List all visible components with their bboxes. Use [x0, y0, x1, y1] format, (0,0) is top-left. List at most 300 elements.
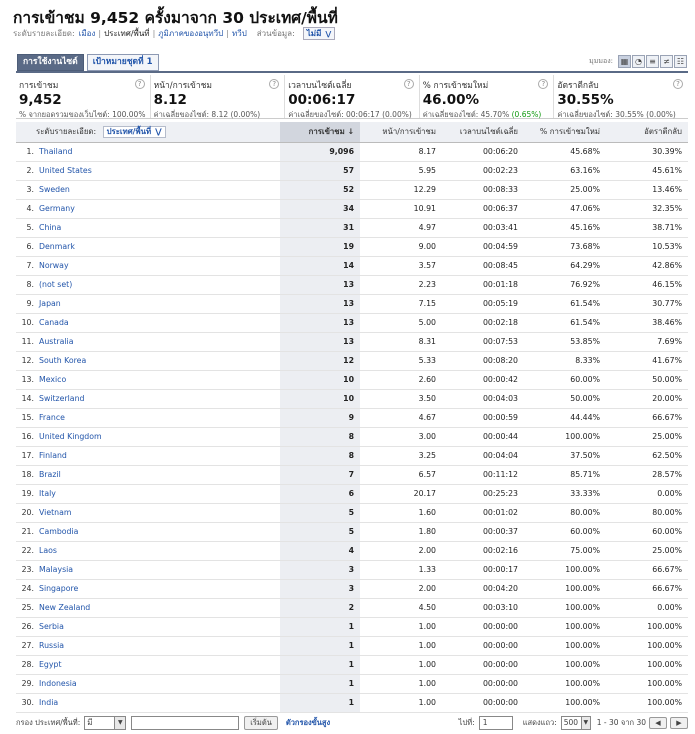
visits-cell: 9,096	[280, 142, 360, 161]
new-visits-cell: 47.06%	[524, 199, 606, 218]
table-row	[16, 408, 688, 427]
chevron-down-icon: ⋁	[325, 29, 332, 38]
table-row	[16, 693, 688, 712]
avg-time-cell: 00:00:00	[442, 636, 524, 655]
row-index: 27.	[16, 636, 36, 655]
page-label: ไปที่:	[458, 718, 475, 727]
avg-time-cell: 00:02:16	[442, 541, 524, 560]
chevron-down-icon: ▼	[581, 717, 590, 729]
tab-site-usage[interactable]: การใช้งานไซต์	[17, 54, 84, 71]
visits-cell: 5	[280, 522, 360, 541]
compare-view-icon[interactable]: ≠	[660, 55, 673, 68]
table-body	[16, 142, 688, 712]
table-row	[16, 370, 688, 389]
visits-cell: 1	[280, 693, 360, 712]
table-row	[16, 446, 688, 465]
table-row	[16, 598, 688, 617]
detail-level-bar	[13, 27, 335, 40]
avg-time-cell: 00:00:44	[442, 427, 524, 446]
avg-time-cell: 00:05:19	[442, 294, 524, 313]
scorecard-delta: (0.65%)	[511, 110, 542, 119]
pages-per-visit-cell: 1.33	[360, 560, 442, 579]
table-row	[16, 674, 688, 693]
bounce-rate-cell: 38.71%	[606, 218, 688, 237]
table-row	[16, 351, 688, 370]
pages-per-visit-cell: 2.00	[360, 541, 442, 560]
bounce-rate-cell: 41.67%	[606, 351, 688, 370]
country-link[interactable]: United Kingdom	[36, 427, 280, 446]
new-visits-cell: 100.00%	[524, 674, 606, 693]
avg-time-cell: 00:00:59	[442, 408, 524, 427]
pages-per-visit-cell: 6.57	[360, 465, 442, 484]
view-switcher	[589, 55, 687, 68]
row-index: 16.	[16, 427, 36, 446]
avg-time-cell: 00:04:59	[442, 237, 524, 256]
new-visits-cell: 60.00%	[524, 370, 606, 389]
pages-per-visit-cell: 5.33	[360, 351, 442, 370]
avg-time-cell: 00:03:10	[442, 598, 524, 617]
bounce-rate-cell: 0.00%	[606, 484, 688, 503]
help-icon[interactable]: ?	[135, 79, 145, 89]
row-index: 20.	[16, 503, 36, 522]
avg-time-cell: 00:25:23	[442, 484, 524, 503]
row-index: 24.	[16, 579, 36, 598]
row-index: 5.	[16, 218, 36, 237]
avg-time-cell: 00:04:03	[442, 389, 524, 408]
country-link[interactable]: Egypt	[36, 655, 280, 674]
new-visits-cell: 50.00%	[524, 389, 606, 408]
bounce-rate-cell: 100.00%	[606, 674, 688, 693]
visits-cell: 52	[280, 180, 360, 199]
table-footer	[16, 714, 688, 732]
row-index: 6.	[16, 237, 36, 256]
report-tabs	[17, 54, 162, 71]
avg-time-cell: 00:00:00	[442, 655, 524, 674]
row-index: 23.	[16, 560, 36, 579]
pages-per-visit-cell: 2.23	[360, 275, 442, 294]
country-link[interactable]: Denmark	[36, 237, 280, 256]
country-link[interactable]: South Korea	[36, 351, 280, 370]
new-visits-cell: 8.33%	[524, 351, 606, 370]
country-link[interactable]: Germany	[36, 199, 280, 218]
table-row	[16, 199, 688, 218]
country-link[interactable]: Indonesia	[36, 674, 280, 693]
pages-per-visit-cell: 20.17	[360, 484, 442, 503]
new-visits-cell: 60.00%	[524, 522, 606, 541]
visits-cell: 19	[280, 237, 360, 256]
filter-go-button[interactable]: เริ่มต้น	[244, 716, 278, 730]
row-index: 30.	[16, 693, 36, 712]
row-index: 3.	[16, 180, 36, 199]
row-index: 15.	[16, 408, 36, 427]
country-link[interactable]: Russia	[36, 636, 280, 655]
new-visits-cell: 63.16%	[524, 161, 606, 180]
pages-per-visit-cell: 2.00	[360, 579, 442, 598]
country-link[interactable]: Serbia	[36, 617, 280, 636]
pages-per-visit-cell: 1.00	[360, 693, 442, 712]
visits-cell: 13	[280, 294, 360, 313]
row-index: 22.	[16, 541, 36, 560]
avg-time-cell: 00:00:42	[442, 370, 524, 389]
bounce-rate-cell: 10.53%	[606, 237, 688, 256]
country-link[interactable]: Switzerland	[36, 389, 280, 408]
avg-time-cell: 00:04:04	[442, 446, 524, 465]
avg-time-cell: 00:08:20	[442, 351, 524, 370]
row-index: 12.	[16, 351, 36, 370]
scorecard-value: 9,452	[19, 92, 62, 108]
pages-per-visit-cell: 1.00	[360, 636, 442, 655]
scorecard-avg-time	[285, 75, 420, 118]
table-row	[16, 218, 688, 237]
bounce-rate-cell: 80.00%	[606, 503, 688, 522]
new-visits-cell: 33.33%	[524, 484, 606, 503]
pages-per-visit-cell: 9.00	[360, 237, 442, 256]
visits-cell: 13	[280, 313, 360, 332]
new-visits-cell: 100.00%	[524, 598, 606, 617]
visits-cell: 8	[280, 446, 360, 465]
avg-time-cell: 00:07:53	[442, 332, 524, 351]
country-link[interactable]: Brazil	[36, 465, 280, 484]
help-icon[interactable]: ?	[538, 79, 548, 89]
avg-time-cell: 00:00:17	[442, 560, 524, 579]
pages-per-visit-cell: 4.97	[360, 218, 442, 237]
dimension-dropdown[interactable]	[103, 126, 166, 138]
visits-cell: 13	[280, 332, 360, 351]
country-link[interactable]: New Zealand	[36, 598, 280, 617]
detail-link-subcontinent[interactable]: ภูมิภาคของอนุทวีป	[158, 29, 224, 38]
prev-page-icon[interactable]: ◀	[649, 717, 667, 729]
country-link[interactable]: Canada	[36, 313, 280, 332]
pages-per-visit-cell: 1.00	[360, 674, 442, 693]
pages-per-visit-cell: 3.25	[360, 446, 442, 465]
row-index: 17.	[16, 446, 36, 465]
visits-cell: 2	[280, 598, 360, 617]
table-row	[16, 294, 688, 313]
visits-cell: 57	[280, 161, 360, 180]
country-link[interactable]: Australia	[36, 332, 280, 351]
country-link[interactable]: Mexico	[36, 370, 280, 389]
avg-time-cell: 00:06:37	[442, 199, 524, 218]
new-visits-cell: 75.00%	[524, 541, 606, 560]
scorecard-sub: ค่าเฉลี่ยของไซต์: 00:06:17 (0.00%)	[288, 110, 412, 119]
new-visits-cell: 100.00%	[524, 617, 606, 636]
visits-cell: 34	[280, 199, 360, 218]
chevron-down-icon: ▼	[114, 717, 125, 729]
detail-link-city[interactable]: เมือง	[78, 29, 96, 38]
pages-per-visit-cell: 8.31	[360, 332, 442, 351]
scorecard	[16, 75, 688, 119]
bounce-rate-cell: 50.00%	[606, 370, 688, 389]
bounce-rate-cell: 38.46%	[606, 313, 688, 332]
avg-time-cell: 00:08:45	[442, 256, 524, 275]
country-link[interactable]: Japan	[36, 294, 280, 313]
visits-cell: 4	[280, 541, 360, 560]
row-index: 25.	[16, 598, 36, 617]
pages-per-visit-cell: 12.29	[360, 180, 442, 199]
bounce-rate-cell: 32.35%	[606, 199, 688, 218]
bar-view-icon[interactable]: ≡	[646, 55, 659, 68]
country-link[interactable]: Malaysia	[36, 560, 280, 579]
visits-cell: 10	[280, 389, 360, 408]
avg-time-cell: 00:01:18	[442, 275, 524, 294]
country-link[interactable]: France	[36, 408, 280, 427]
pages-per-visit-cell: 3.00	[360, 427, 442, 446]
visits-cell: 1	[280, 674, 360, 693]
pages-per-visit-cell: 5.00	[360, 313, 442, 332]
dimension-header	[16, 122, 280, 142]
rows-label: แสดงแถว:	[522, 718, 557, 727]
table-row	[16, 427, 688, 446]
table-row	[16, 522, 688, 541]
avg-time-cell: 00:08:33	[442, 180, 524, 199]
bounce-rate-cell: 100.00%	[606, 693, 688, 712]
pages-per-visit-cell: 4.67	[360, 408, 442, 427]
bounce-rate-cell: 30.77%	[606, 294, 688, 313]
dimension-value: ประเทศ/พื้นที่	[106, 126, 152, 136]
table-view-icon[interactable]: ▦	[618, 55, 631, 68]
bounce-rate-cell: 100.00%	[606, 636, 688, 655]
tab-underline	[16, 71, 688, 73]
detail-level-label: ระดับรายละเอียด:	[13, 29, 75, 38]
bounce-rate-cell: 7.69%	[606, 332, 688, 351]
visits-cell: 3	[280, 560, 360, 579]
scorecard-bounce-rate	[554, 75, 688, 118]
table-row	[16, 503, 688, 522]
pages-per-visit-cell: 1.00	[360, 655, 442, 674]
country-link[interactable]: (not set)	[36, 275, 280, 294]
pages-per-visit-cell: 3.50	[360, 389, 442, 408]
scorecard-label: การเข้าชม	[19, 81, 59, 91]
scorecard-label: อัตราตีกลับ	[557, 81, 599, 91]
row-index: 18.	[16, 465, 36, 484]
scorecard-sub: ค่าเฉลี่ยของไซต์: 30.55% (0.00%)	[557, 110, 676, 119]
pages-per-visit-cell: 10.91	[360, 199, 442, 218]
new-visits-cell: 45.68%	[524, 142, 606, 161]
visits-cell: 9	[280, 408, 360, 427]
bounce-rate-cell: 28.57%	[606, 465, 688, 484]
table-row	[16, 484, 688, 503]
column-header-visits[interactable]: การเข้าชม ↓	[280, 122, 360, 142]
separator: |	[98, 29, 102, 38]
new-visits-cell: 61.54%	[524, 313, 606, 332]
pages-per-visit-cell: 4.50	[360, 598, 442, 617]
pages-per-visit-cell: 1.80	[360, 522, 442, 541]
table-row	[16, 256, 688, 275]
separator: |	[152, 29, 156, 38]
visits-cell: 8	[280, 427, 360, 446]
visits-cell: 12	[280, 351, 360, 370]
new-visits-cell: 44.44%	[524, 408, 606, 427]
country-link[interactable]: Cambodia	[36, 522, 280, 541]
new-visits-cell: 100.00%	[524, 560, 606, 579]
scorecard-sub: ค่าเฉลี่ยของไซต์: 45.70% (0.65%)	[422, 110, 542, 119]
avg-time-cell: 00:00:00	[442, 693, 524, 712]
bounce-rate-cell: 60.00%	[606, 522, 688, 541]
bounce-rate-cell: 25.00%	[606, 427, 688, 446]
advanced-filter-link[interactable]: ตัวกรองขั้นสูง	[285, 718, 331, 727]
visits-cell: 6	[280, 484, 360, 503]
detail-link-continent[interactable]: ทวีป	[231, 29, 247, 38]
segment-dropdown[interactable]	[303, 27, 335, 40]
column-header-bounce-rate[interactable]: อัตราตีกลับ	[606, 122, 688, 142]
table-row	[16, 541, 688, 560]
help-icon[interactable]: ?	[269, 79, 279, 89]
row-index: 28.	[16, 655, 36, 674]
pages-per-visit-cell: 8.17	[360, 142, 442, 161]
avg-time-cell: 00:03:41	[442, 218, 524, 237]
pages-per-visit-cell: 7.15	[360, 294, 442, 313]
row-index: 1.	[16, 142, 36, 161]
new-visits-cell: 53.85%	[524, 332, 606, 351]
visits-cell: 1	[280, 636, 360, 655]
pagination	[459, 716, 688, 730]
visits-cell: 13	[280, 275, 360, 294]
avg-time-cell: 00:04:20	[442, 579, 524, 598]
bounce-rate-cell: 30.39%	[606, 142, 688, 161]
scorecard-value: 8.12	[153, 92, 187, 108]
column-header-new-visits[interactable]: % การเข้าชมใหม่	[524, 122, 606, 142]
help-icon[interactable]: ?	[673, 79, 683, 89]
bounce-rate-cell: 0.00%	[606, 598, 688, 617]
table-row	[16, 560, 688, 579]
avg-time-cell: 00:00:00	[442, 674, 524, 693]
row-index: 10.	[16, 313, 36, 332]
row-index: 11.	[16, 332, 36, 351]
visits-cell: 3	[280, 579, 360, 598]
scorecard-label: เวลาบนไซต์เฉลี่ย	[288, 81, 352, 91]
row-index: 9.	[16, 294, 36, 313]
table-row	[16, 617, 688, 636]
scorecard-value: 00:06:17	[288, 92, 356, 108]
rows-select[interactable]: 500 ▼	[561, 716, 591, 730]
new-visits-cell: 61.54%	[524, 294, 606, 313]
chevron-down-icon: ⋁	[155, 127, 162, 137]
segment-label: ส่วนข้อมูล:	[256, 29, 295, 38]
scorecard-sub: ค่าเฉลี่ยของไซต์: 8.12 (0.00%)	[153, 110, 261, 119]
country-link[interactable]: China	[36, 218, 280, 237]
table-row	[16, 389, 688, 408]
scorecard-value: 46.00%	[422, 92, 480, 108]
segment-value: ไม่มี	[306, 29, 322, 38]
detail-link-country: ประเทศ/พื้นที่	[104, 29, 150, 38]
bounce-rate-cell: 25.00%	[606, 541, 688, 560]
row-index: 4.	[16, 199, 36, 218]
new-visits-cell: 37.50%	[524, 446, 606, 465]
country-link[interactable]: Laos	[36, 541, 280, 560]
bounce-rate-cell: 20.00%	[606, 389, 688, 408]
pages-per-visit-cell: 1.00	[360, 617, 442, 636]
row-index: 2.	[16, 161, 36, 180]
column-header-pages-per-visit[interactable]: หน้า/การเข้าชม	[360, 122, 442, 142]
pages-per-visit-cell: 5.95	[360, 161, 442, 180]
visits-cell: 14	[280, 256, 360, 275]
new-visits-cell: 100.00%	[524, 655, 606, 674]
views-label: มุมมอง:	[589, 57, 613, 65]
pie-view-icon[interactable]: ◔	[632, 55, 645, 68]
new-visits-cell: 100.00%	[524, 636, 606, 655]
row-index: 21.	[16, 522, 36, 541]
bounce-rate-cell: 46.15%	[606, 275, 688, 294]
scorecard-new-visits	[420, 75, 555, 118]
country-link[interactable]: Italy	[36, 484, 280, 503]
country-link[interactable]: United States	[36, 161, 280, 180]
bounce-rate-cell: 13.46%	[606, 180, 688, 199]
filter-mode-select[interactable]: มี ▼	[84, 716, 126, 730]
column-header-avg-time[interactable]: เวลาบนไซต์เฉลี่ย	[442, 122, 524, 142]
table-row	[16, 142, 688, 161]
new-visits-cell: 76.92%	[524, 275, 606, 294]
new-visits-cell: 25.00%	[524, 180, 606, 199]
visits-cell: 1	[280, 617, 360, 636]
country-link[interactable]: Sweden	[36, 180, 280, 199]
data-table	[16, 122, 688, 713]
table-row	[16, 180, 688, 199]
tab-goal-set-1[interactable]: เป้าหมายชุดที่ 1	[87, 54, 159, 71]
pages-per-visit-cell: 2.60	[360, 370, 442, 389]
dimension-label: ระดับรายละเอียด:	[36, 126, 97, 136]
row-index: 7.	[16, 256, 36, 275]
filter-input[interactable]	[131, 716, 239, 730]
next-page-icon[interactable]: ▶	[670, 717, 688, 729]
visits-cell: 7	[280, 465, 360, 484]
visits-cell: 10	[280, 370, 360, 389]
new-visits-cell: 85.71%	[524, 465, 606, 484]
visits-cell: 1	[280, 655, 360, 674]
scorecard-visits	[16, 75, 151, 118]
new-visits-cell: 100.00%	[524, 693, 606, 712]
pivot-view-icon[interactable]: ☷	[674, 55, 687, 68]
sort-desc-icon: ↓	[347, 126, 354, 136]
page-input[interactable]: 1	[479, 716, 513, 730]
avg-time-cell: 00:00:37	[442, 522, 524, 541]
scorecard-label: % การเข้าชมใหม่	[422, 81, 489, 91]
table-row	[16, 465, 688, 484]
new-visits-cell: 64.29%	[524, 256, 606, 275]
bounce-rate-cell: 66.67%	[606, 408, 688, 427]
scorecard-value: 30.55%	[557, 92, 614, 108]
bounce-rate-cell: 62.50%	[606, 446, 688, 465]
new-visits-cell: 73.68%	[524, 237, 606, 256]
table-row	[16, 655, 688, 674]
new-visits-cell: 45.16%	[524, 218, 606, 237]
row-index: 13.	[16, 370, 36, 389]
country-link[interactable]: Finland	[36, 446, 280, 465]
table-row	[16, 313, 688, 332]
country-link[interactable]: Singapore	[36, 579, 280, 598]
scorecard-pages-per-visit	[151, 75, 286, 118]
country-link[interactable]: India	[36, 693, 280, 712]
row-index: 26.	[16, 617, 36, 636]
table-row	[16, 237, 688, 256]
table-row	[16, 579, 688, 598]
bounce-rate-cell: 45.61%	[606, 161, 688, 180]
country-link[interactable]: Norway	[36, 256, 280, 275]
visits-cell: 5	[280, 503, 360, 522]
range-text: 1 - 30 จาก 30	[596, 718, 646, 727]
avg-time-cell: 00:11:12	[442, 465, 524, 484]
new-visits-cell: 100.00%	[524, 579, 606, 598]
avg-time-cell: 00:06:20	[442, 142, 524, 161]
country-link[interactable]: Thailand	[36, 142, 280, 161]
help-icon[interactable]: ?	[404, 79, 414, 89]
separator: |	[226, 29, 229, 38]
table-row	[16, 275, 688, 294]
country-link[interactable]: Vietnam	[36, 503, 280, 522]
new-visits-cell: 80.00%	[524, 503, 606, 522]
new-visits-cell: 100.00%	[524, 427, 606, 446]
pages-per-visit-cell: 3.57	[360, 256, 442, 275]
avg-time-cell: 00:00:00	[442, 617, 524, 636]
